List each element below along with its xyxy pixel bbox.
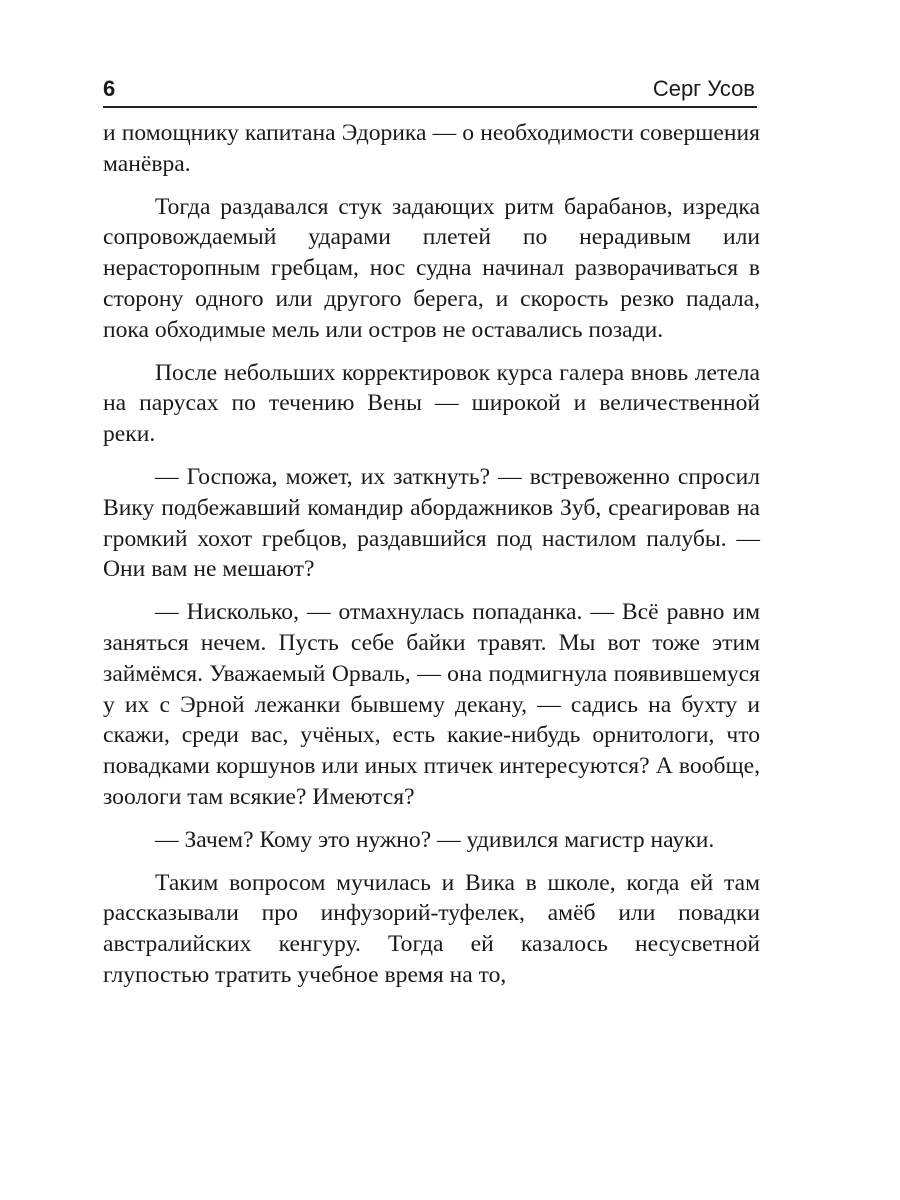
paragraph: — Госпожа, может, их заткнуть? — встревоженно спросил Вику подбежавший командир абордажников Зуб, среагировав на громкий хохот гребцов, раздавшийся под настилом палубы. — Они вам не мешают?	[103, 463, 760, 583]
paragraph: После небольших корректировок курса галера вновь летела на парусах по течению Вены — широкой и величественной реки.	[103, 359, 760, 448]
page-number: 6	[103, 76, 116, 101]
paragraph: — Зачем? Кому это нужно? — удивился магистр науки.	[155, 826, 715, 853]
page-body	[103, 118, 760, 1003]
paragraph: Тогда раздавался стук задающих ритм барабанов, изредка сопровождаемый ударами плетей по нерадивым или нерасторопным гребцам, нос судна начинал разворачиваться в сторону одного или другого берега, и скорость резко падала, пока обходимые мель или остров не оставались позади.	[103, 193, 760, 343]
page-header	[103, 72, 757, 108]
running-head-author: Серг Усов	[652, 76, 755, 101]
paragraph: Таким вопросом мучилась и Вика в школе, когда ей там рассказывали про инфузорий-туфелек, амёб или повадки австралийских кенгуру. Тогда ей казалось несусветной глупостью тратить учебное время на то,	[103, 869, 760, 988]
paragraph: — Нисколько, — отмахнулась попаданка. — Всё равно им заняться нечем. Пусть себе байки травят. Мы вот тоже этим займёмся. Уважаемый Орваль, — она подмигнула появившемуся у их с Эрной лежанки бывшему декану, — садись на бухту и скажи, среди вас, учёных, есть какие-нибудь орнитологи, что повадками коршунов или иных птичек интересуются? А вообще, зоологи там всякие? Имеются?	[103, 599, 760, 810]
paragraph: и помощнику капитана Эдорика — о необходимости совершения манёвра.	[103, 120, 760, 177]
